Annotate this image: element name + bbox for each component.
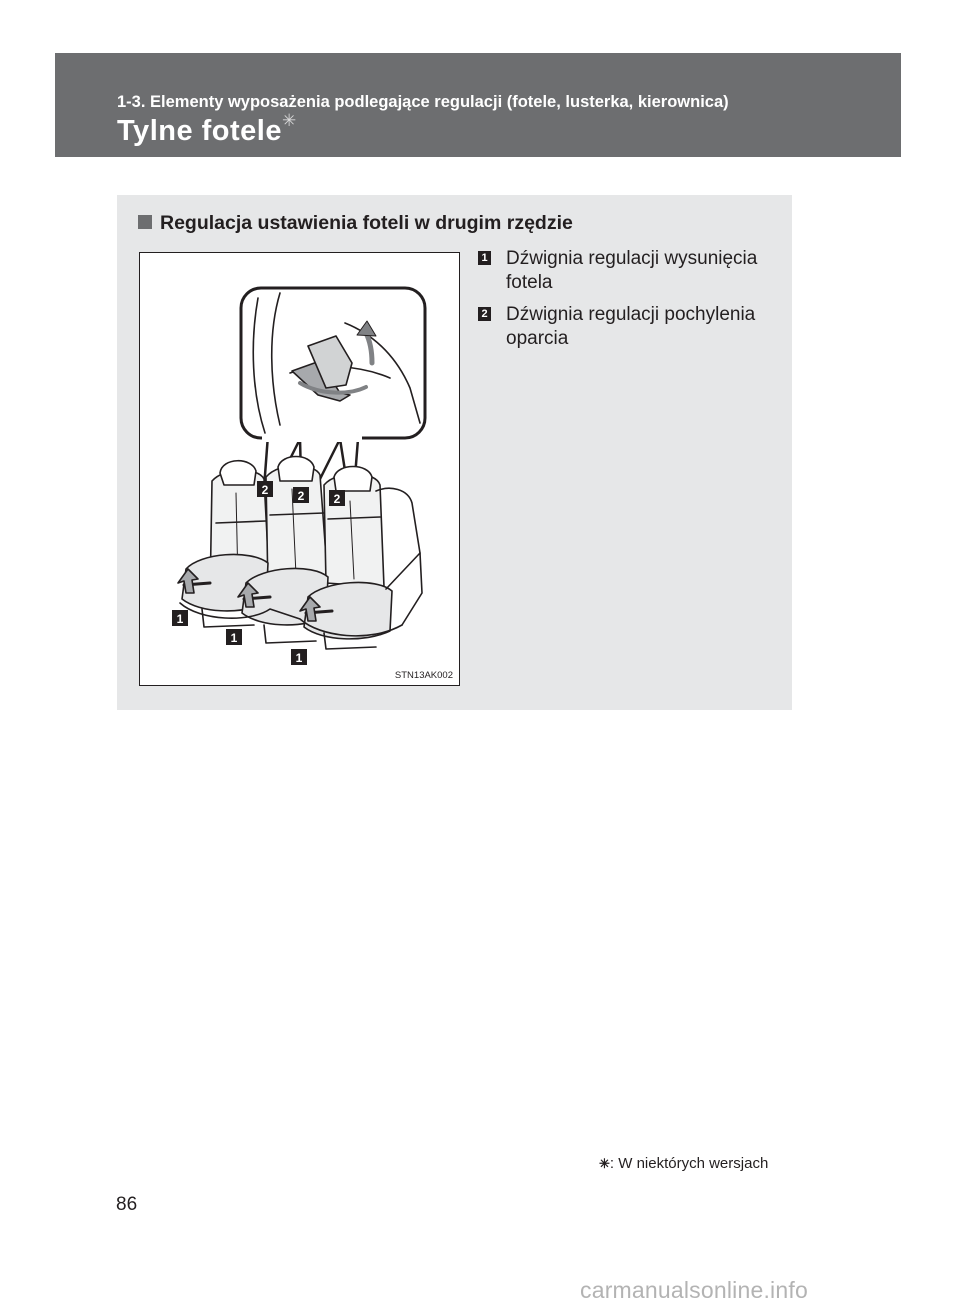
figure-code: STN13AK002 (394, 670, 453, 681)
legend-item-recline-lever (475, 303, 785, 351)
callout-1-c (291, 649, 307, 665)
legend-text: Dźwignia regulacji wysunięcia fotela (506, 248, 758, 293)
panel-heading-text: Regulacja ustawienia foteli w drugim rzędzie (160, 212, 573, 234)
page-title (117, 111, 297, 148)
legend-text: Dźwignia regulacji pochylenia oparcia (506, 304, 756, 349)
svg-text:1: 1 (230, 631, 238, 645)
square-bullet-icon (138, 215, 152, 229)
callout-2-b (293, 487, 309, 503)
panel-heading (138, 212, 573, 235)
callout-2-c (329, 490, 345, 506)
footnote-text: : W niektórych wersjach (609, 1155, 769, 1172)
legend-number-badge: 2 (478, 307, 491, 321)
page-title-text: Tylne fotele (117, 115, 282, 147)
svg-text:2: 2 (297, 489, 305, 503)
seat-illustration (139, 252, 460, 686)
svg-text:1: 1 (176, 612, 184, 626)
callout-1-b (226, 629, 242, 645)
legend-item-slide-lever (475, 247, 785, 295)
legend-list (475, 247, 785, 359)
legend-number-badge: 1 (478, 251, 491, 265)
content-panel (117, 195, 792, 710)
callout-1-a (172, 610, 188, 626)
svg-text:2: 2 (261, 483, 269, 497)
page-number: 86 (116, 1194, 138, 1215)
asterisk-icon: ✳ (599, 1156, 610, 1171)
callout-2-a (257, 481, 273, 497)
rear-seats-drawing (140, 253, 459, 685)
svg-text:1: 1 (295, 651, 303, 665)
section-title: 1-3. Elementy wyposażenia podlegające regulacji (fotele, lusterka, kierownica) (117, 93, 729, 111)
footnote (599, 1155, 768, 1172)
chapter-header (55, 53, 901, 157)
svg-text:2: 2 (333, 492, 341, 506)
watermark: carmanualsonline.info (580, 1277, 808, 1303)
asterisk-icon: ✳ (282, 111, 297, 130)
